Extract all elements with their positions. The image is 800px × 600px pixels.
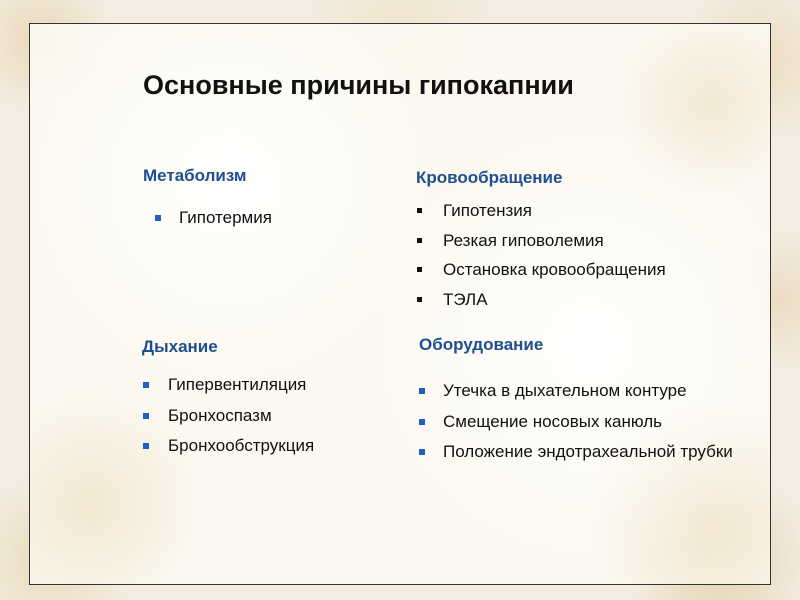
list-item-text: Бронхообструкция bbox=[168, 436, 315, 455]
list-item-text: Гипотензия bbox=[443, 201, 532, 220]
list-item-text: Гипервентиляция bbox=[168, 375, 307, 394]
list-item bbox=[153, 207, 272, 235]
section-heading-breathing: Дыхание bbox=[142, 337, 218, 356]
list-item bbox=[416, 259, 666, 289]
list-item bbox=[142, 374, 314, 405]
square-bullet-icon bbox=[417, 238, 422, 243]
square-bullet-icon bbox=[419, 419, 425, 425]
list-item bbox=[418, 411, 733, 442]
list-item bbox=[416, 200, 666, 230]
equipment-list bbox=[418, 380, 733, 472]
square-bullet-icon bbox=[143, 443, 149, 449]
list-item-text: Резкая гиповолемия bbox=[443, 230, 604, 250]
square-bullet-icon bbox=[419, 388, 425, 394]
section-heading-circulation: Кровообращение bbox=[416, 168, 563, 187]
square-bullet-icon bbox=[419, 449, 425, 455]
metabolism-list bbox=[153, 207, 272, 235]
list-item bbox=[416, 289, 666, 319]
circulation-list bbox=[416, 200, 666, 318]
list-item-text: Остановка кровообращения bbox=[443, 260, 666, 279]
square-bullet-icon bbox=[417, 297, 422, 302]
list-item-text: ТЭЛА bbox=[443, 289, 488, 309]
list-item bbox=[416, 230, 666, 260]
list-item bbox=[142, 435, 314, 466]
list-item-text: Гипотермия bbox=[179, 208, 272, 227]
list-item-text: Утечка в дыхательном контуре bbox=[443, 381, 687, 400]
breathing-list bbox=[142, 374, 314, 466]
list-item-text: Бронхоспазм bbox=[168, 405, 272, 425]
square-bullet-icon bbox=[143, 413, 149, 419]
slide-title: Основные причины гипокапнии bbox=[143, 70, 574, 100]
list-item bbox=[418, 441, 733, 472]
list-item bbox=[418, 380, 733, 411]
square-bullet-icon bbox=[155, 215, 161, 221]
square-bullet-icon bbox=[417, 208, 422, 213]
section-heading-metabolism: Метаболизм bbox=[143, 166, 247, 185]
square-bullet-icon bbox=[417, 267, 422, 272]
square-bullet-icon bbox=[143, 382, 149, 388]
list-item-text: Смещение носовых канюль bbox=[443, 411, 662, 431]
list-item-text: Положение эндотрахеальной трубки bbox=[443, 442, 733, 461]
section-heading-equipment: Оборудование bbox=[419, 335, 544, 354]
list-item bbox=[142, 405, 314, 436]
